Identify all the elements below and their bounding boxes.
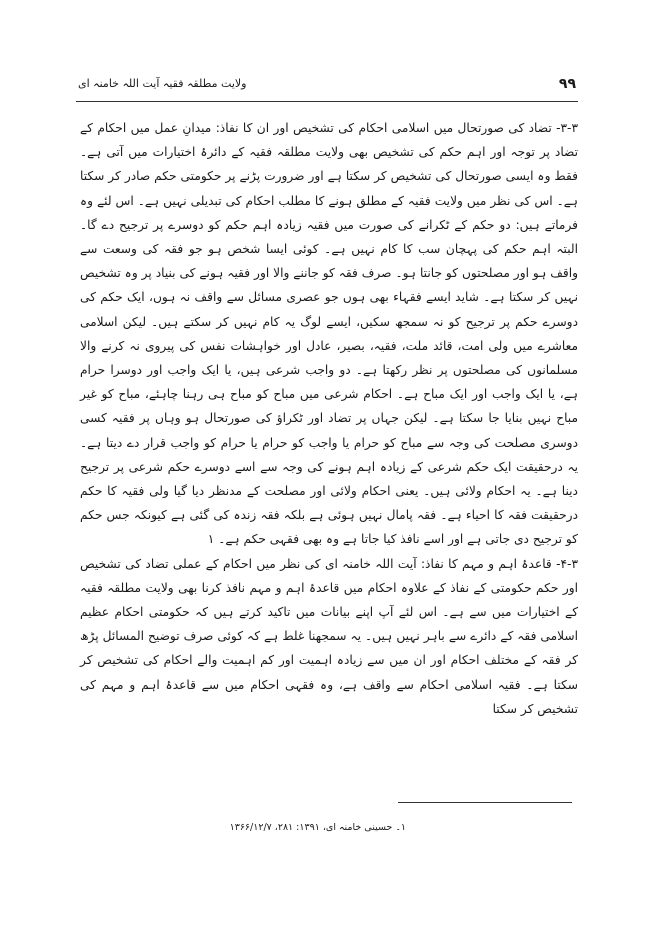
footnote: ۱۔ حسینی خامنہ ای، ۱۳۹۱: ۲۸۱، ۱۳۶۶/۱۲/۷ bbox=[229, 822, 406, 833]
paragraph-section-4-3: ۴-۳- قاعدۂ اہم و مہم کا نفاذ: آیت اللہ خامنہ ای کی نظر میں احکام کے عملی تضاد کی تشخیص اور حکم حکومتی کے نفاذ کے علاوہ احکام میں قاعدۂ اہم و مہم نافذ کرنا بھی ولایت مطلقہ فقیہ کے اختیارات میں سے ہے۔ اس لئے آپ اپنے بیانات میں تاکید کرتے ہیں کہ حکومتی احکام عظیم اسلامی فقہ کے دائرے سے باہر نہیں ہیں۔ یہ سمجھنا غلط ہے کہ کوئی صرف توضیح المسائل پڑھ کر فقہ کے مختلف احکام اور ان میں سے زیادہ اہمیت اور کم اہمیت والے احکام کی تشخیص کر سکتا ہے۔ فقیہ اسلامی احکام سے واقف ہے، وہ فقہی احکام میں سے قاعدۂ اہم و مہم کی تشخیص کر سکتا bbox=[80, 556, 578, 716]
paragraph-section-3-3: ۳-۳- تضاد کی صورتحال میں اسلامی احکام کی تشخیص اور ان کا نفاذ: میدانِ عمل میں احکام کے تضاد پر توجہ اور اہم حکم کی تشخیص بھی ولایت مطلقہ فقیہ کے دائرۂ اختیارات میں آتی ہے۔ فقط وہ ایسی صورتحال کی تشخیص کر سکتا ہے اور ضرورت پڑنے پر حکومتی حکم صادر کر سکتا ہے۔ اس کی نظر میں ولایت فقیہ کے مطلق ہونے کا مطلب احکام کی تبدیلی نہیں ہے۔ اس لئے وہ فرماتے ہیں: دو حکم کے ٹکرانے کی صورت میں فقیہ زیادہ اہم حکم کو دوسرے پر ترجیح دے گا۔ البتہ اہم حکم کی پہچان سب کا کام نہیں ہے۔ کوئی ایسا شخص ہو جو فقہ کی وسعت سے واقف ہو اور مصلحتوں کو جانتا ہو۔ صرف فقہ کو جاننے والا اور فقیہ ہونے کی بنیاد پر وہ تشخیص نہیں کر سکتا ہے۔ شاید ایسے فقہاء بھی ہوں جو عصری مسائل سے واقف نہ ہوں، ایک حکم کی دوسرے حکم پر ترجیح کو نہ سمجھ سکیں، ایسے لوگ یہ کام نہیں کر سکتے ہیں۔ لیکن اسلامی معاشرے میں ولی امت، قائد ملت، فقیہ، بصیر، عادل اور خواہشات نفس کی پیروی نہ کرنے والا مسلمانوں کی مصلحتوں پر نظر رکھتا ہے۔ دو واجب شرعی ہیں، یا ایک واجب اور دوسرا حرام ہے، یا ایک واجب اور ایک مباح ہے۔ احکام شرعی میں مباح کو مباح ہی رہنا چاہئے، مباح کو غیر مباح نہیں بنایا جا سکتا ہے۔ لیکن جہاں پر تضاد اور ٹکراؤ کی صورتحال ہو وہاں پر فقیہ کسی دوسری مصلحت کی وجہ سے مباح کو حرام یا واجب کو حرام یا حرام کو واجب قرار دے دیتا ہے۔ یہ درحقیقت ایک حکم شرعی کے زیادہ اہم ہونے کی وجہ سے اسے دوسرے حکم شرعی پر ترجیح دینا ہے۔ یہ احکام ولائی ہیں۔ یعنی احکام ولائی اور مصلحت کے مدنظر دیا گیا ولی فقیہ کا حکم درحقیقت فقہ کا احیاء ہے۔ فقہ پامال نہیں ہوئی ہے بلکہ فقہ زندہ کی گئی ہے کیونکہ جس حکم کو ترجیح دی جاتی ہے اور اسے نافذ کیا جاتا ہے وہ بھی فقہی حکم ہے۔ ۱ bbox=[80, 121, 578, 547]
header-divider bbox=[76, 101, 578, 102]
running-title: ولایت مطلقہ فقیہ آیت اللہ خامنہ ای bbox=[78, 77, 247, 90]
body-text bbox=[80, 116, 578, 721]
page-number: ۹۹ bbox=[558, 76, 576, 92]
page-header bbox=[76, 72, 578, 96]
footnote-divider bbox=[398, 802, 572, 803]
